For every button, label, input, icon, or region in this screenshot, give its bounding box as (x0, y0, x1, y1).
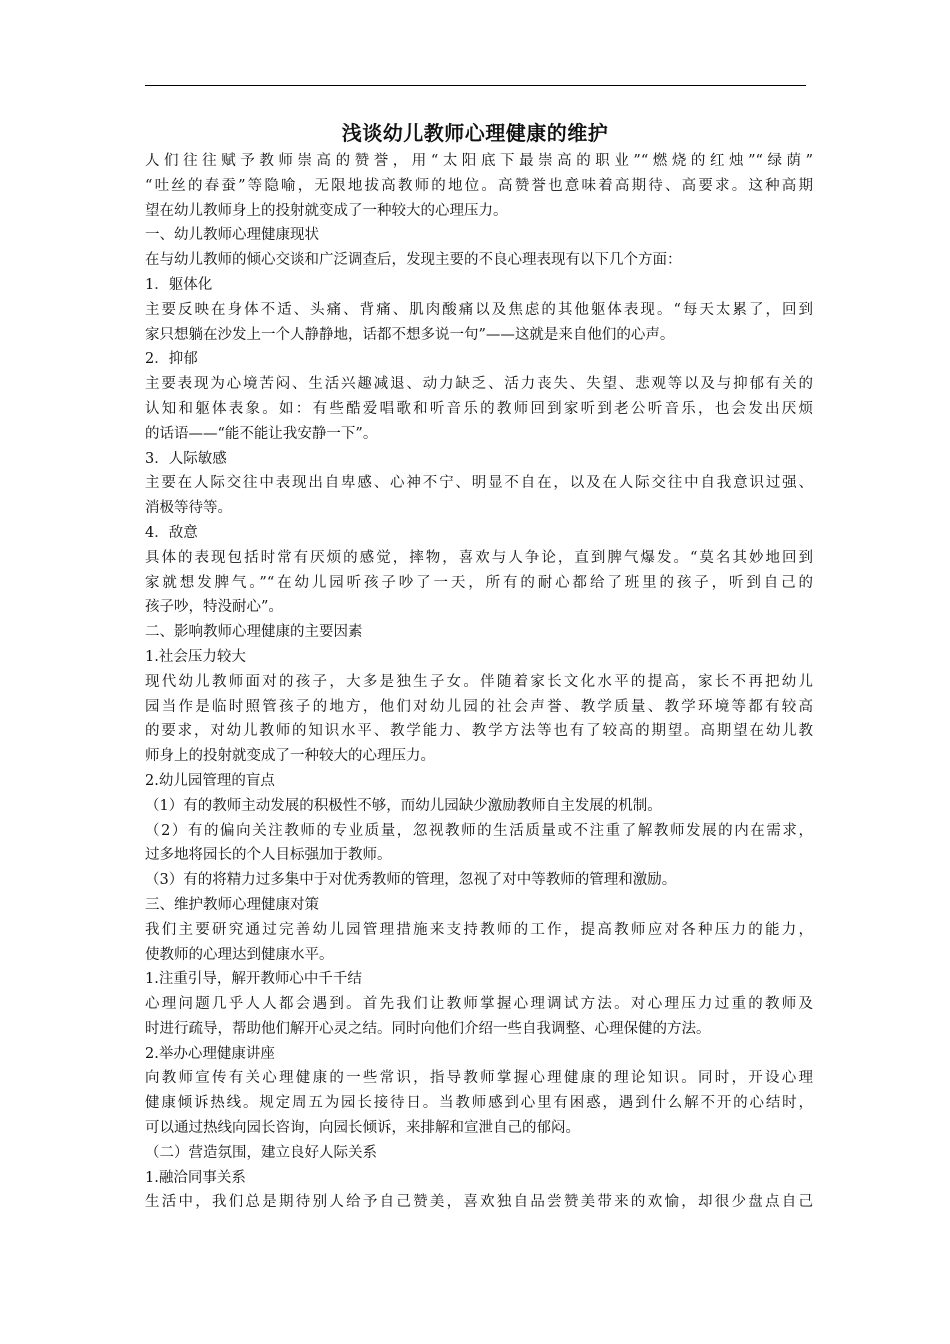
text-line: 健康倾诉热线。规定周五为园长接待日。当教师感到心里有困惑，遇到什么解不开的心结时， (145, 1095, 813, 1112)
text-line: 望在幼儿教师身上的投射就变成了一种较大的心理压力。 (145, 202, 508, 219)
text-line: 2.幼儿园管理的盲点 (145, 772, 275, 789)
text-line: 生活中，我们总是期待别人给予自己赞美，喜欢独自品尝赞美带来的欢愉，却很少盘点自己 (145, 1194, 813, 1211)
text-line: “吐丝的春蚕”等隐喻，无限地拔高教师的地位。高赞誉也意味着高期待、高要求。这种高期 (145, 177, 813, 194)
text-line: 3．人际敏感 (145, 450, 227, 467)
text-line: 的要求，对幼儿教师的知识水平、教学能力、教学方法等也有了较高的期望。高期望在幼儿教 (145, 723, 813, 740)
text-line: 家就想发脾气。”“在幼儿园听孩子吵了一天，所有的耐心都给了班里的孩子，听到自己的 (145, 574, 813, 591)
text-line: 认知和躯体表象。如：有些酷爱唱歌和听音乐的教师回到家听到老公听音乐，也会发出厌烦 (145, 400, 813, 417)
text-line: 三、维护教师心理健康对策 (145, 896, 319, 913)
text-line: 具体的表现包括时常有厌烦的感觉，摔物，喜欢与人争论，直到脾气爆发。“莫名其妙地回到 (145, 549, 813, 566)
text-line: 1．躯体化 (145, 276, 213, 293)
text-line: 家只想躺在沙发上一个人静静地，话都不想多说一句”——这就是来自他们的心声。 (145, 326, 675, 343)
text-line: 孩子吵，特没耐心”。 (145, 599, 283, 616)
text-line: （二）营造氛围，建立良好人际关系 (145, 1144, 377, 1161)
text-line: 心理问题几乎人人都会遇到。首先我们让教师掌握心理调试方法。对心理压力过重的教师及 (145, 996, 813, 1013)
text-line: 师身上的投射就变成了一种较大的心理压力。 (145, 748, 435, 765)
text-line: 主要表现为心境苦闷、生活兴趣减退、动力缺乏、活力丧失、失望、悲观等以及与抑郁有关的 (145, 376, 813, 393)
text-line: （3）有的将精力过多集中于对优秀教师的管理，忽视了对中等教师的管理和激励。 (145, 872, 677, 889)
text-line: 人们往往赋予教师崇高的赞誉，用“太阳底下最崇高的职业”“燃烧的红烛”“绿荫” (145, 153, 813, 169)
text-line: 向教师宣传有关心理健康的一些常识，指导教师掌握心理健康的理论知识。同时，开设心理 (145, 1070, 813, 1087)
text-line: 2.举办心理健康讲座 (145, 1045, 275, 1062)
text-line: 时进行疏导，帮助他们解开心灵之结。同时向他们介绍一些自我调整、心理保健的方法。 (145, 1020, 711, 1037)
text-line: 我们主要研究通过完善幼儿园管理措施来支持教师的工作，提高教师应对各种压力的能力， (145, 921, 813, 938)
text-line: 使教师的心理达到健康水平。 (145, 946, 334, 963)
text-line: 消极等待等。 (145, 500, 232, 517)
text-line: 4．敌意 (145, 524, 198, 541)
text-line: 一、幼儿教师心理健康现状 (145, 227, 319, 244)
text-line: （2）有的偏向关注教师的专业质量，忽视教师的生活质量或不注重了解教师发展的内在需求， (145, 822, 813, 839)
text-line: 1.融洽同事关系 (145, 1169, 246, 1186)
text-line: 在与幼儿教师的倾心交谈和广泛调查后，发现主要的不良心理表现有以下几个方面： (145, 252, 682, 269)
text-line: 的话语——“能不能让我安静一下”。 (145, 425, 378, 442)
header-rule (145, 85, 806, 86)
text-line: 可以通过热线向园长咨询，向园长倾诉，来排解和宣泄自己的郁闷。 (145, 1120, 580, 1137)
text-line: 主要在人际交往中表现出自卑感、心神不宁、明显不自在，以及在人际交往中自我意识过强、 (145, 475, 813, 492)
text-line: 二、影响教师心理健康的主要因素 (145, 624, 363, 641)
text-line: 园当作是临时照管孩子的地方，他们对幼儿园的社会声誉、教学质量、教学环境等都有较高 (145, 698, 813, 715)
text-line: 过多地将园长的个人目标强加于教师。 (145, 847, 392, 864)
document-body (145, 149, 813, 1215)
document-title: 浅谈幼儿教师心理健康的维护 (341, 121, 609, 145)
text-line: 现代幼儿教师面对的孩子，大多是独生子女。伴随着家长文化水平的提高，家长不再把幼儿 (145, 673, 813, 690)
text-line: （1）有的教师主动发展的积极性不够，而幼儿园缺少激励教师自主发展的机制。 (145, 797, 662, 814)
text-line: 1.社会压力较大 (145, 648, 246, 665)
text-line: 主要反映在身体不适、头痛、背痛、肌肉酸痛以及焦虑的其他躯体表现。“每天太累了，回到 (145, 301, 813, 318)
text-line: 2．抑郁 (145, 351, 198, 368)
text-line: 1.注重引导，解开教师心中千千结 (145, 971, 362, 988)
